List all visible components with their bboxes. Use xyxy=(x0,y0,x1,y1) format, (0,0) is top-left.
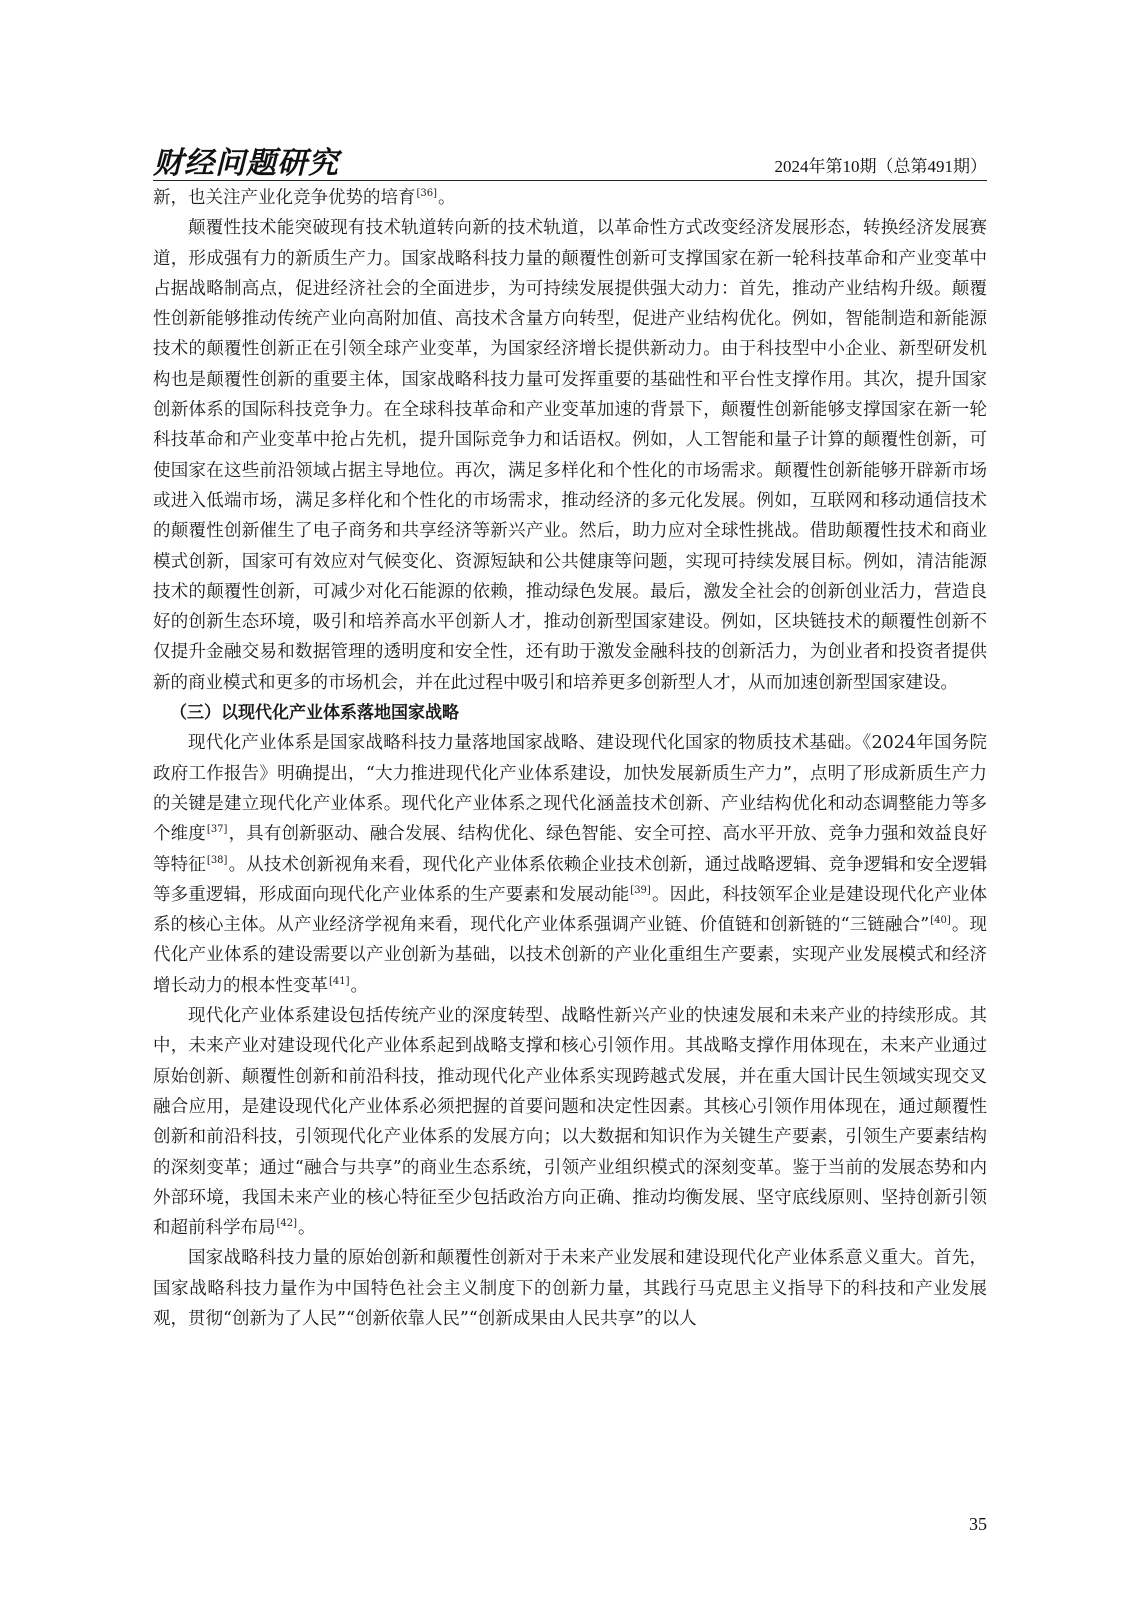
text-run: 新，也关注产业化竞争优势的培育 xyxy=(153,188,416,208)
body-paragraph xyxy=(153,1001,987,1243)
text-run: 现代化产业体系建设包括传统产业的深度转型、战略性新兴产业的快速发展和未来产业的持续形成。其中，未来产业对建设现代化产业体系起到战略支撑和核心引领作用。其战略支撑作用体现在，未来产业通过原始创新、颠覆性创新和前沿科技，推动现代化产业体系实现跨越式发展，并在重大国计民生领域实现交叉融合应用，是建设现代化产业体系必须把握的首要问题和决定性因素。其核心引领作用体现在，通过颠覆性创新和前沿科技，引领现代化产业体系的发展方向；以大数据和知识作为关键生产要素，引领生产要素结构的深刻变革；通过“融合与共享”的商业生态系统，引领产业组织模式的深刻变革。鉴于当前的发展态势和内外部环境，我国未来产业的核心特征至少包括政治方向正确、推动均衡发展、坚守底线原则、坚持创新引领和超前科学布局 xyxy=(153,1006,987,1239)
body-paragraph xyxy=(153,183,987,213)
header-rule xyxy=(153,180,987,181)
citation-ref: [41] xyxy=(329,975,350,987)
article-body xyxy=(153,183,987,1334)
citation-ref: [40] xyxy=(930,915,951,927)
body-paragraph xyxy=(153,213,987,698)
text-run: 国家战略科技力量的原始创新和颠覆性创新对于未来产业发展和建设现代化产业体系意义重大。首先，国家战略科技力量作为中国特色社会主义制度下的创新力量，其践行马克思主义指导下的科技和产业发展观，贯彻“创新为了人民”“创新依靠人民”“创新成果由人民共享”的以人 xyxy=(153,1248,987,1329)
text-run: 。 xyxy=(350,975,369,996)
citation-ref: [39] xyxy=(630,884,651,896)
body-paragraph xyxy=(153,728,987,1001)
citation-ref: [38] xyxy=(206,854,228,866)
page-number: 35 xyxy=(969,1514,987,1534)
text-run: 颠覆性技术能突破现有技术轨道转向新的技术轨道，以革命性方式改变经济发展形态，转换经济发展赛道，形成强有力的新质生产力。国家战略科技力量的颠覆性创新可支撑国家在新一轮科技革命和产业变革中占据战略制高点，促进经济社会的全面进步，为可持续发展提供强大动力：首先，推动产业结构升级。颠覆性创新能够推动传统产业向高附加值、高技术含量方向转型，促进产业结构优化。例如，智能制造和新能源技术的颠覆性创新正在引领全球产业变革，为国家经济增长提供新动力。由于科技型中小企业、新型研发机构也是颠覆性创新的重要主体，国家战略科技力量可发挥重要的基础性和平台性支撑作用。其次，提升国家创新体系的国际科技竞争力。在全球科技革命和产业变革加速的背景下，颠覆性创新能够支撑国家在新一轮科技革命和产业变革中抢占先机，提升国际竞争力和话语权。例如，人工智能和量子计算的颠覆性创新，可使国家在这些前沿领域占据主导地位。再次，满足多样化和个性化的市场需求。颠覆性创新能够开辟新市场或进入低端市场，满足多样化和个性化的市场需求，推动经济的多元化发展。例如，互联网和移动通信技术的颠覆性创新催生了电子商务和共享经济等新兴产业。然后，助力应对全球性挑战。借助颠覆性技术和商业模式创新，国家可有效应对气候变化、资源短缺和公共健康等问题，实现可持续发展目标。例如，清洁能源技术的颠覆性创新，可减少对化石能源的依赖，推动绿色发展。最后，激发全社会的创新创业活力，营造良好的创新生态环境，吸引和培养高水平创新人才，推动创新型国家建设。例如，区块链技术的颠覆性创新不仅提升金融交易和数据管理的透明度和安全性，还有助于激发金融科技的创新活力，为创业者和投资者提供新的商业模式和更多的市场机会，并在此过程中吸引和培养更多创新型人才，从而加速创新型国家建设。 xyxy=(153,218,987,693)
text-run: 。 xyxy=(298,1218,316,1239)
text-run: ，具有创新驱动、融合发展、结构优化、绿色智能、安全可控、高水平开放、竞争力强和效益良好等特征 xyxy=(153,824,987,875)
issue-info: 2024年第10期（总第491期） xyxy=(774,157,987,176)
body-paragraph xyxy=(153,1243,987,1334)
text-run: （三）以现代化产业体系落地国家战略 xyxy=(170,703,459,724)
citation-ref: [42] xyxy=(276,1218,298,1230)
citation-ref: [37] xyxy=(206,824,228,836)
section-heading xyxy=(153,698,987,728)
text-run: 。现代化产业体系的建设需要以产业创新为基础，以技术创新的产业化重组生产要素，实现产业发展模式和经济增长动力的根本性变革 xyxy=(153,915,988,996)
citation-ref: [36] xyxy=(416,188,438,199)
text-run: 现代化产业体系是国家战略科技力量落地国家战略、建设现代化国家的物质技术基础。《2024年国务院政府工作报告》明确提出，“大力推进现代化产业体系建设，加快发展新质生产力”，点明了形成新质生产力的关键是建立现代化产业体系。现代化产业体系之现代化涵盖技术创新、产业结构优化和动态调整能力等多个维度 xyxy=(153,733,987,845)
journal-name: 财经问题研究 xyxy=(153,146,339,181)
page-header xyxy=(153,130,987,181)
text-run: 。因此，科技领军企业是建设现代化产业体系的核心主体。从产业经济学视角来看，现代化产业体系强调产业链、价值链和创新链的“三链融合” xyxy=(153,884,987,936)
text-run: 。 xyxy=(438,188,456,208)
text-run: 。从技术创新视角来看，现代化产业体系依赖企业技术创新，通过战略逻辑、竞争逻辑和安全逻辑等多重逻辑，形成面向现代化产业体系的生产要素和发展动能 xyxy=(153,854,987,905)
